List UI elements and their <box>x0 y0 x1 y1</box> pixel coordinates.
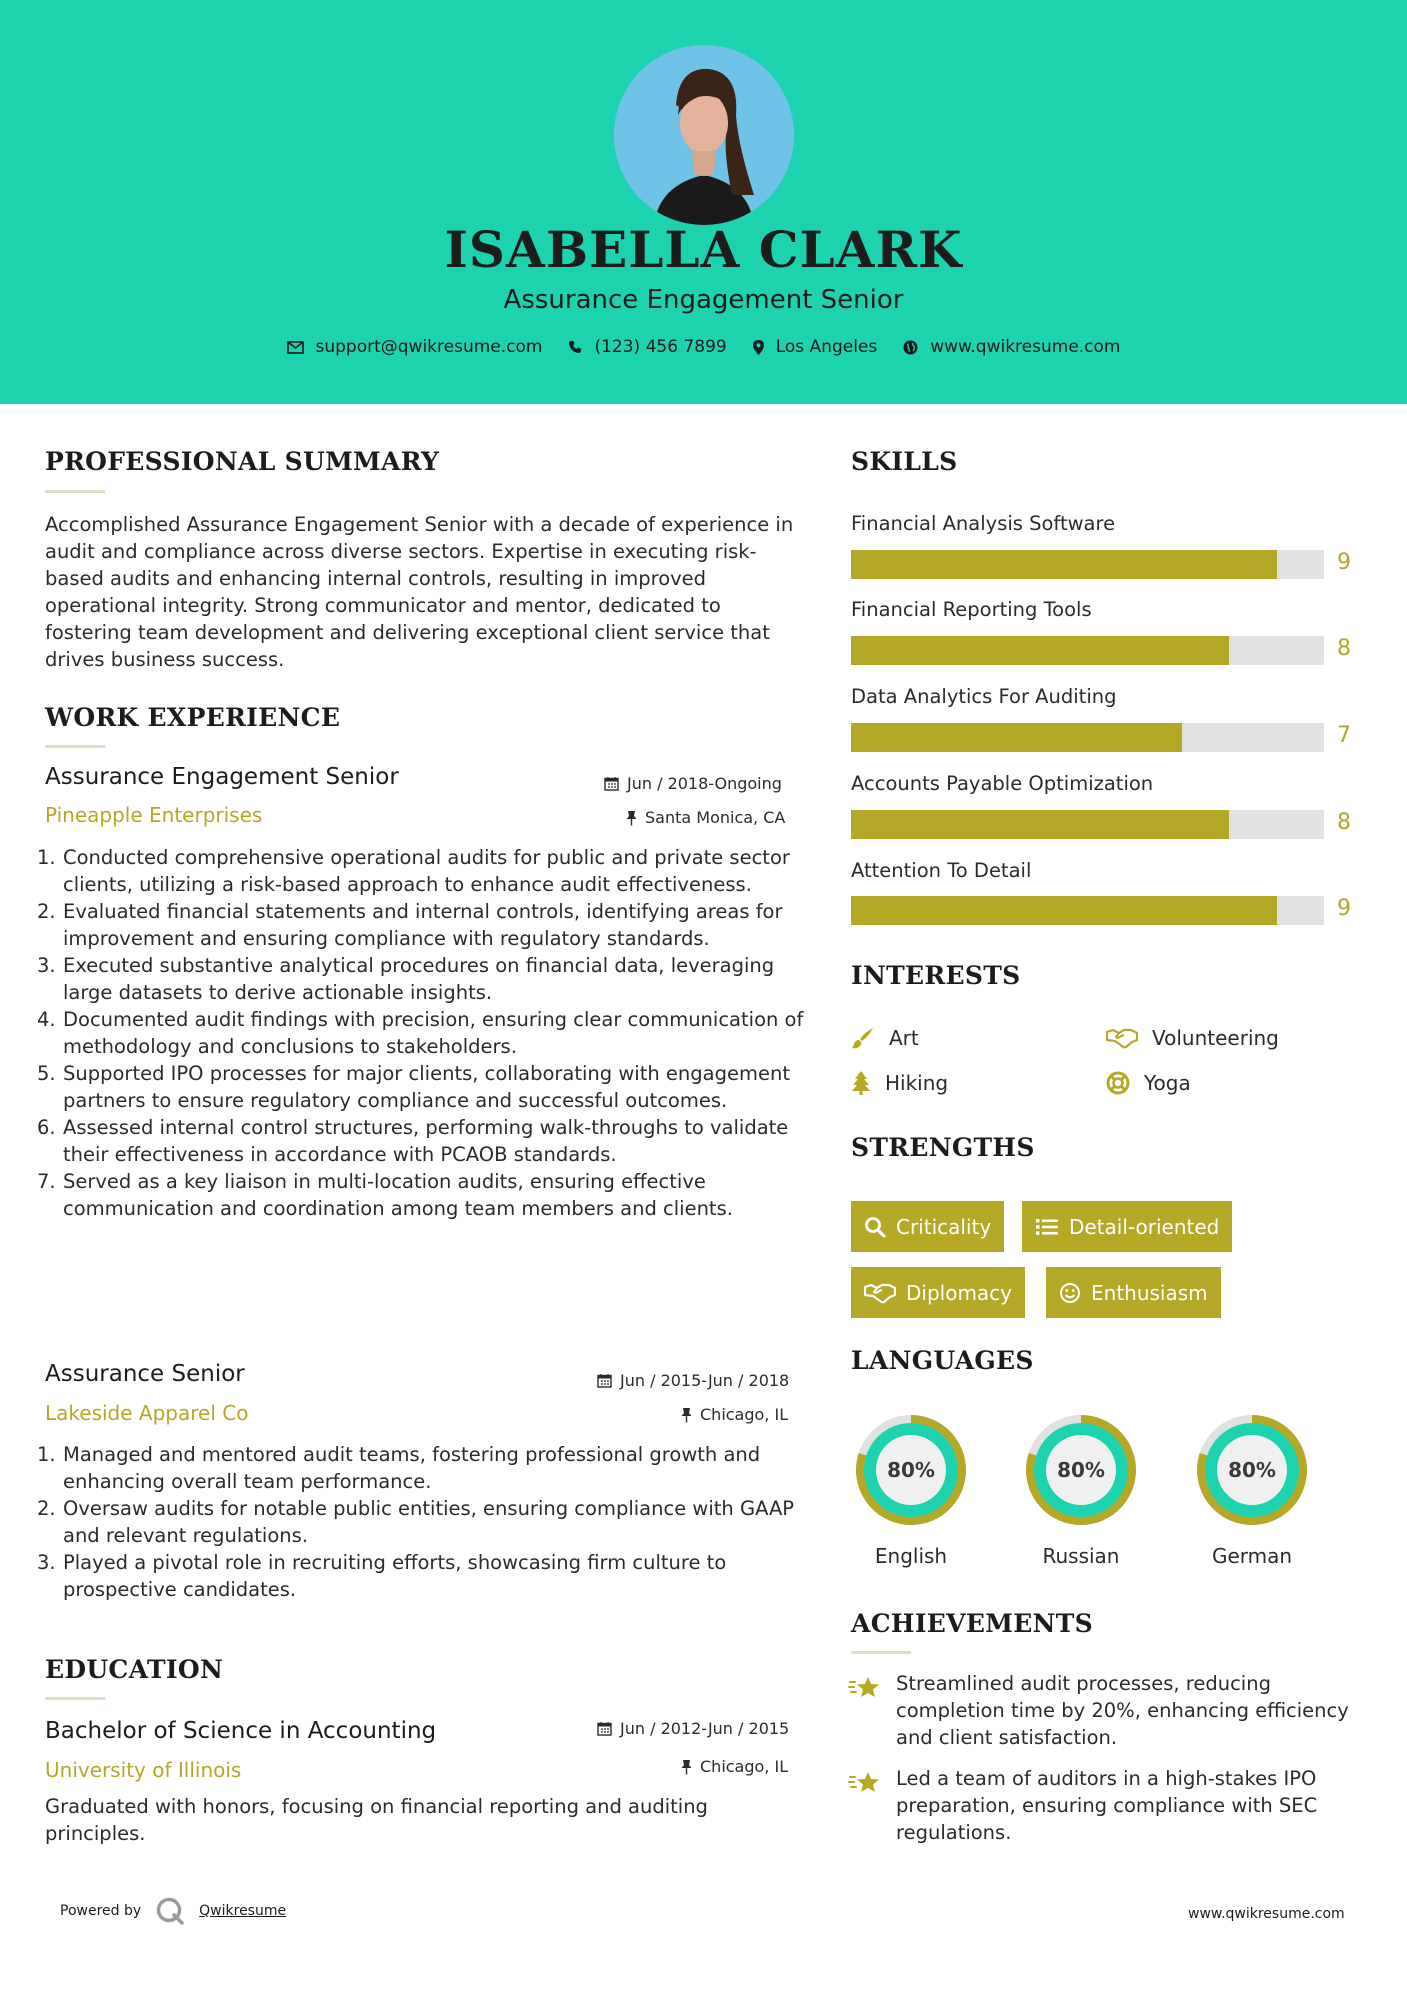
map-pin-icon <box>753 340 764 355</box>
job-company-2: Lakeside Apparel Co <box>45 1401 249 1425</box>
skill-label-4: Accounts Payable Optimization <box>851 772 1154 795</box>
list-item: 2. Oversaw audits for notable public entities, ensuring compliance with GAAP and relevant regulations. <box>37 1497 795 1547</box>
language-gauge-russian <box>1020 1409 1142 1531</box>
job-title-2: Assurance Senior <box>45 1361 245 1387</box>
qwikresume-link[interactable]: Qwikresume <box>199 1903 287 1919</box>
job-title-1: Assurance Engagement Senior <box>45 764 399 790</box>
footer-website[interactable]: www.qwikresume.com <box>1188 1906 1345 1922</box>
contact-phone[interactable] <box>568 337 726 357</box>
job-date-2 <box>597 1371 789 1390</box>
strength-detail-oriented <box>1022 1201 1232 1252</box>
strength-label: Detail-oriented <box>1069 1214 1220 1239</box>
interest-yoga <box>1106 1071 1191 1095</box>
powered-by-text: Powered by <box>60 1903 142 1919</box>
job-location-2-text: Chicago, IL <box>700 1405 789 1424</box>
skill-bar-5 <box>851 896 1324 925</box>
language-name-german: German <box>1211 1544 1293 1568</box>
interests-heading: INTERESTS <box>851 961 1021 990</box>
languages-heading: LANGUAGES <box>851 1346 1034 1375</box>
interest-hiking <box>851 1071 948 1095</box>
language-gauge-german <box>1191 1409 1313 1531</box>
summary-text: Accomplished Assurance Engagement Senior with a decade of experience in audit and compliance across diverse sectors. Expertise in executing risk-based audits and enhancing internal controls, resulting in improved operational integrity. Strong communicator and mentor, dedicated to fostering team development and delivering exceptional client service that drives business success. <box>45 513 794 671</box>
star-icon <box>848 1673 882 1703</box>
skill-value-2: 8 <box>1337 636 1351 661</box>
lifering-icon <box>1106 1071 1130 1095</box>
list-item: 7. Served as a key liaison in multi-location audits, ensuring effective communication and coordination among team members and clients. <box>37 1170 733 1220</box>
contact-website[interactable] <box>903 337 1120 357</box>
achievements-heading-underline <box>851 1651 911 1654</box>
header-banner <box>0 0 1407 404</box>
interest-volunteering <box>1106 1026 1279 1050</box>
contact-email[interactable] <box>287 337 543 357</box>
footer-powered-by <box>60 1896 286 1926</box>
gauge-label: 80% <box>1228 1458 1276 1482</box>
education-location-text: Chicago, IL <box>700 1757 789 1776</box>
profile-photo <box>614 45 794 225</box>
skill-value-5: 9 <box>1337 896 1351 921</box>
handshake-icon <box>1106 1027 1138 1049</box>
strength-label: Criticality <box>896 1214 992 1239</box>
qwikresume-logo-icon <box>155 1896 185 1926</box>
contact-bar <box>0 337 1407 357</box>
language-name-russian: Russian <box>1042 1544 1120 1568</box>
summary-heading: PROFESSIONAL SUMMARY <box>45 447 440 476</box>
skill-bar-fill <box>851 723 1182 752</box>
education-date <box>597 1719 789 1738</box>
search-icon <box>864 1216 886 1238</box>
education-date-text: Jun / 2012-Jun / 2015 <box>620 1719 790 1738</box>
globe-icon <box>903 340 918 355</box>
calendar-icon <box>604 776 619 791</box>
skill-value-3: 7 <box>1337 723 1351 748</box>
skill-bar-2 <box>851 636 1324 665</box>
contact-website-text: www.qwikresume.com <box>930 337 1121 357</box>
list-item: 6. Assessed internal control structures, performing walk-throughs to validate their effectiveness in accordance with PCAOB standards. <box>37 1116 789 1166</box>
job-date-1 <box>604 774 782 793</box>
skill-bar-fill <box>851 550 1277 579</box>
skill-bar-4 <box>851 810 1324 839</box>
skill-bar-fill <box>851 636 1229 665</box>
job-bullets-1 <box>37 844 804 1222</box>
contact-phone-text: (123) 456 7899 <box>594 337 727 357</box>
pushpin-icon <box>681 1407 692 1423</box>
education-heading: EDUCATION <box>45 1655 224 1684</box>
degree-title: Bachelor of Science in Accounting <box>45 1718 437 1744</box>
skill-label-3: Data Analytics For Auditing <box>851 685 1117 708</box>
pushpin-icon <box>626 810 637 826</box>
achievements-heading: ACHIEVEMENTS <box>851 1609 1093 1638</box>
skill-value-1: 9 <box>1337 550 1351 575</box>
strength-diplomacy <box>851 1267 1025 1318</box>
skill-bar-fill <box>851 810 1229 839</box>
contact-location <box>753 337 878 357</box>
education-location <box>681 1757 788 1776</box>
list-item: 1. Conducted comprehensive operational audits for public and private sector clients, utilizing a risk-based approach to enhance audit effectiveness. <box>37 846 790 896</box>
strengths-heading: STRENGTHS <box>851 1133 1035 1162</box>
skill-bar-fill <box>851 896 1277 925</box>
tree-icon <box>851 1071 871 1095</box>
skills-heading: SKILLS <box>851 447 958 476</box>
skill-label-1: Financial Analysis Software <box>851 512 1116 535</box>
list-item: 3. Executed substantive analytical procedures on financial data, leveraging large datasets to derive actionable insights. <box>37 954 775 1004</box>
envelope-icon <box>287 341 304 354</box>
calendar-icon <box>597 1721 612 1736</box>
smile-icon <box>1059 1282 1081 1304</box>
skill-bar-3 <box>851 723 1324 752</box>
job-location-1 <box>626 808 785 827</box>
job-location-2 <box>681 1405 788 1424</box>
list-item: 1. Managed and mentored audit teams, fostering professional growth and enhancing overall team performance. <box>37 1443 761 1493</box>
interest-label: Volunteering <box>1152 1026 1279 1050</box>
star-icon <box>848 1768 882 1798</box>
phone-icon <box>568 340 582 354</box>
skill-label-2: Financial Reporting Tools <box>851 598 1092 621</box>
education-heading-underline <box>45 1697 105 1700</box>
experience-heading: WORK EXPERIENCE <box>45 703 341 732</box>
job-company-1: Pineapple Enterprises <box>45 803 263 827</box>
list-item: 4. Documented audit findings with precision, ensuring clear communication of methodology and conclusions to stakeholders. <box>37 1008 804 1058</box>
experience-heading-underline <box>45 745 105 748</box>
job-bullets-2 <box>37 1441 804 1603</box>
contact-location-text: Los Angeles <box>775 337 878 357</box>
contact-email-text: support@qwikresume.com <box>315 337 543 357</box>
language-name-english: English <box>874 1544 948 1568</box>
handshake-icon <box>864 1282 896 1304</box>
interest-art <box>851 1026 919 1050</box>
list-item: 5. Supported IPO processes for major clients, collaborating with engagement partners to ensure regulatory compliance and successful outcomes. <box>37 1062 790 1112</box>
education-text: Graduated with honors, focusing on financial reporting and auditing principles. <box>45 1795 708 1845</box>
achievement-item-1: Streamlined audit processes, reducing completion time by 20%, enhancing efficiency and client satisfaction. <box>896 1672 1349 1749</box>
interest-label: Yoga <box>1144 1071 1191 1095</box>
interest-label: Hiking <box>885 1071 949 1095</box>
list-item: 2. Evaluated financial statements and internal controls, identifying areas for improvement and ensuring compliance with regulatory standards. <box>37 900 783 950</box>
skill-value-4: 8 <box>1337 810 1351 835</box>
summary-heading-underline <box>45 490 105 493</box>
gauge-label: 80% <box>1057 1458 1105 1482</box>
school-name: University of Illinois <box>45 1758 242 1782</box>
gauge-label: 80% <box>887 1458 935 1482</box>
list-item: 3. Played a pivotal role in recruiting efforts, showcasing firm culture to prospective candidates. <box>37 1551 727 1601</box>
calendar-icon <box>597 1373 612 1388</box>
job-date-2-text: Jun / 2015-Jun / 2018 <box>620 1371 790 1390</box>
interest-label: Art <box>889 1026 919 1050</box>
strength-enthusiasm <box>1046 1267 1221 1318</box>
job-location-1-text: Santa Monica, CA <box>645 808 786 827</box>
strength-criticality <box>851 1201 1004 1252</box>
pushpin-icon <box>681 1759 692 1775</box>
list-icon <box>1035 1217 1059 1237</box>
language-gauge-english <box>850 1409 972 1531</box>
achievement-item-2: Led a team of auditors in a high-stakes IPO preparation, ensuring compliance with SEC regulations. <box>896 1767 1318 1844</box>
strength-label: Diplomacy <box>906 1280 1013 1305</box>
paintbrush-icon <box>851 1026 875 1050</box>
strength-label: Enthusiasm <box>1091 1280 1208 1305</box>
candidate-name: ISABELLA CLARK <box>444 220 963 279</box>
job-date-1-text: Jun / 2018-Ongoing <box>627 774 782 793</box>
skill-bar-1 <box>851 550 1324 579</box>
skill-label-5: Attention To Detail <box>851 859 1032 882</box>
candidate-role: Assurance Engagement Senior <box>503 285 904 315</box>
